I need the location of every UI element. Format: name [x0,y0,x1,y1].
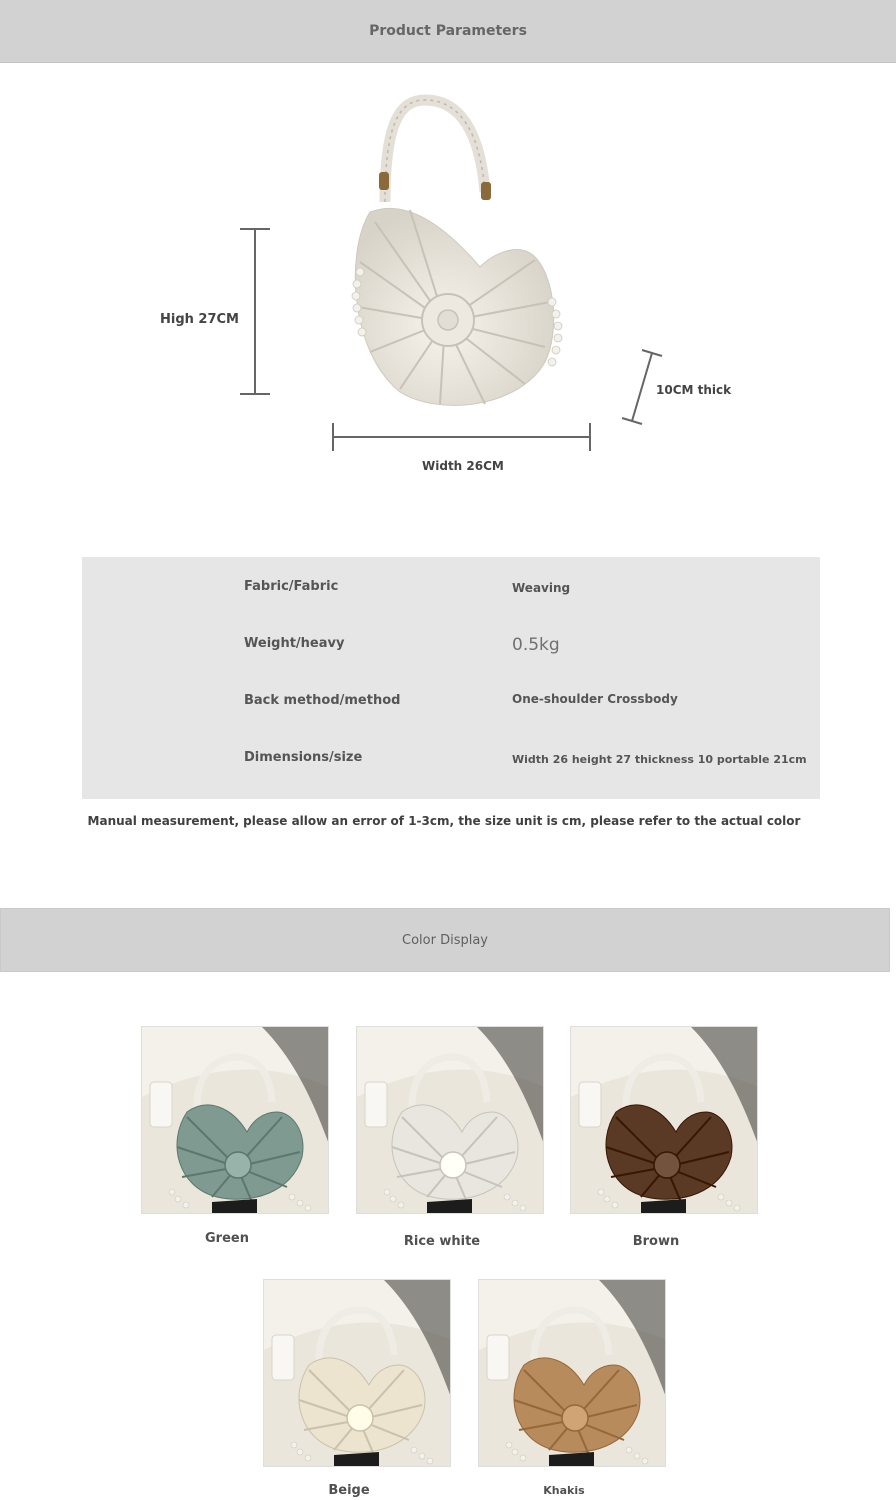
height-dimension-cap-bottom [240,393,270,395]
spec-value: 0.5kg [512,635,560,655]
spec-row-fabric [82,577,820,607]
width-dimension-cap-right [589,423,591,451]
height-label: High 27CM [160,312,239,327]
color-name-label: Green [205,1231,249,1246]
spec-row-dimensions [82,749,820,779]
spec-table [82,557,820,799]
section-title: Product Parameters [369,23,527,39]
color-thumbnail[interactable] [141,1026,329,1214]
color-thumbnail[interactable] [263,1279,451,1467]
spec-label: Back method/method [244,693,401,708]
color-name-label: Beige [328,1483,370,1498]
bag-photo [264,1280,451,1467]
color-name-label: Khakis [543,1484,585,1497]
bag-product-image [330,92,580,412]
spec-row-weight [82,635,820,665]
spec-label: Weight/heavy [244,636,345,651]
color-name-label: Rice white [403,1234,481,1249]
width-dimension-cap-left [332,423,334,451]
thickness-label: 10CM thick [656,383,732,397]
spec-value: One-shoulder Crossbody [512,692,678,706]
width-dimension-line [333,436,591,438]
color-name-label: Brown [632,1234,680,1249]
spec-label: Fabric/Fabric [244,579,339,594]
color-display-banner [0,908,890,972]
width-label: Width 26CM [422,459,504,473]
bag-photo [142,1027,329,1214]
measurement-note-text: Manual measurement, please allow an error of 1-3cm, the size unit is cm, please refer to the actual color [87,814,801,828]
spec-value: Weaving [512,581,571,595]
bag-photo [357,1027,544,1214]
spec-row-back-method [82,692,820,722]
spec-label: Dimensions/size [244,750,363,765]
color-thumbnail[interactable] [356,1026,544,1214]
height-dimension-cap-top [240,228,270,230]
product-parameters-banner [0,0,896,63]
spec-value: Width 26 height 27 thickness 10 portable 21cm [512,753,807,766]
bag-photo [571,1027,758,1214]
measurement-note [0,814,896,828]
color-thumbnail[interactable] [570,1026,758,1214]
section-title: Color Display [402,932,488,948]
height-dimension-line [254,229,256,395]
bag-photo [479,1280,666,1467]
color-thumbnail[interactable] [478,1279,666,1467]
